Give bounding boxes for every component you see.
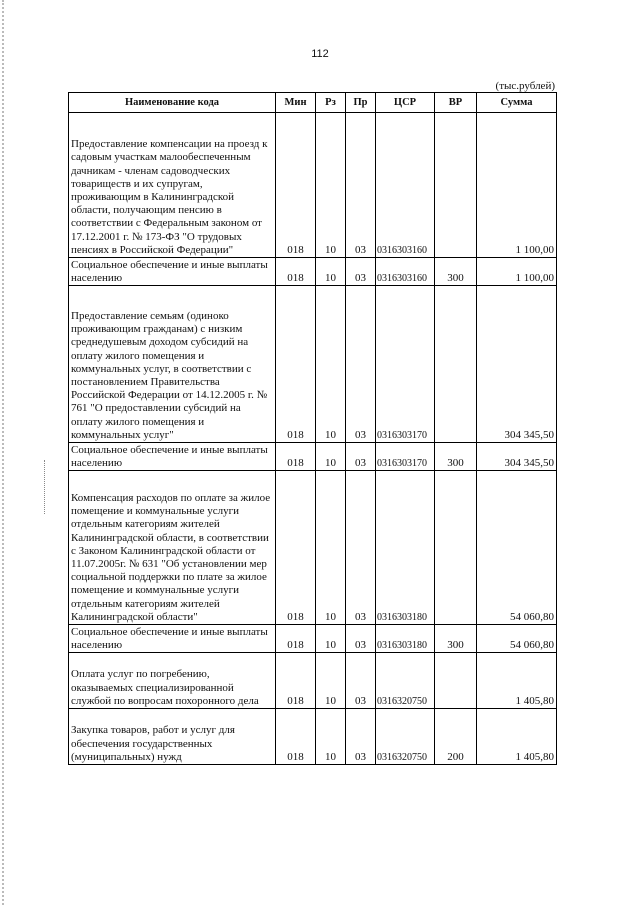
- row-csr: 0316320750: [376, 653, 435, 709]
- row-rz: 10: [316, 709, 346, 765]
- row-min: 018: [276, 653, 316, 709]
- row-pr: 03: [346, 625, 376, 653]
- scan-edge-dots: [2, 0, 10, 905]
- row-pr: 03: [346, 258, 376, 286]
- row-sum: 1 405,80: [477, 709, 557, 765]
- scan-margin-mark: [44, 460, 47, 514]
- row-min: 018: [276, 709, 316, 765]
- row-min: 018: [276, 258, 316, 286]
- table-row: [69, 709, 557, 765]
- row-pr: 03: [346, 471, 376, 625]
- row-rz: 10: [316, 258, 346, 286]
- row-min: 018: [276, 113, 316, 258]
- row-name: Предоставление компенсации на проезд к садовым участкам малообеспеченным дачникам - членам садоводческих товариществ и их супругам, проживающим в Калининградской области, получающим пенсию в соответствии с Федеральным законом от 17.12.2001 г. № 173-ФЗ "О трудовых пенсиях в Российской Федерации": [69, 113, 276, 258]
- table-row: [69, 258, 557, 286]
- header-pr: Пр: [346, 93, 376, 113]
- row-sum: 54 060,80: [477, 471, 557, 625]
- row-sum: 1 100,00: [477, 258, 557, 286]
- header-csr: ЦСР: [376, 93, 435, 113]
- row-csr: 0316303160: [376, 113, 435, 258]
- row-csr: 0316303160: [376, 258, 435, 286]
- row-csr: 0316320750: [376, 709, 435, 765]
- row-name: Социальное обеспечение и иные выплаты населению: [69, 443, 276, 471]
- header-sum: Сумма: [477, 93, 557, 113]
- header-min: Мин: [276, 93, 316, 113]
- table-row: [69, 113, 557, 258]
- row-csr: 0316303170: [376, 443, 435, 471]
- row-name: Социальное обеспечение и иные выплаты населению: [69, 625, 276, 653]
- budget-table: [68, 92, 557, 765]
- row-pr: 03: [346, 113, 376, 258]
- row-name: Компенсация расходов по оплате за жилое помещение и коммунальные услуги отдельным категориям жителей Калининградской области, в соответствии с Законом Калининградской области от 11.07.2005г. № 631 "Об установлении мер социальной поддержки по плате за жилое помещение и коммунальные услуги отдельным категориям жителей Калининградской области": [69, 471, 276, 625]
- header-vr: ВР: [435, 93, 477, 113]
- row-csr: 0316303170: [376, 286, 435, 443]
- table-row: [69, 653, 557, 709]
- row-rz: 10: [316, 286, 346, 443]
- row-vr: 300: [435, 625, 477, 653]
- row-rz: 10: [316, 625, 346, 653]
- row-sum: 1 100,00: [477, 113, 557, 258]
- page-number: 112: [311, 48, 329, 60]
- row-sum: 54 060,80: [477, 625, 557, 653]
- row-name: Предоставление семьям (одиноко проживающим гражданам) с низким среднедушевым доходом субсидий на оплату жилого помещения и коммунальных услуг, в соответствии с постановлением Правительства Российской Федерации от 14.12.2005 г. № 761 "О предоставлении субсидий на оплату жилого помещения и коммунальных услуг": [69, 286, 276, 443]
- row-min: 018: [276, 471, 316, 625]
- row-csr: 0316303180: [376, 625, 435, 653]
- table-row: [69, 625, 557, 653]
- row-min: 018: [276, 625, 316, 653]
- row-name: Закупка товаров, работ и услуг для обеспечения государственных (муниципальных) нужд: [69, 709, 276, 765]
- row-vr: 300: [435, 443, 477, 471]
- row-vr: 200: [435, 709, 477, 765]
- units-label: (тыс.рублей): [495, 80, 555, 92]
- row-rz: 10: [316, 443, 346, 471]
- row-min: 018: [276, 443, 316, 471]
- row-rz: 10: [316, 113, 346, 258]
- row-rz: 10: [316, 471, 346, 625]
- row-vr: [435, 471, 477, 625]
- row-rz: 10: [316, 653, 346, 709]
- table-header-row: [69, 93, 557, 113]
- header-name: Наименование кода: [69, 93, 276, 113]
- row-name: Оплата услуг по погребению, оказываемых специализированной службой по вопросам похоронного дела: [69, 653, 276, 709]
- row-sum: 304 345,50: [477, 443, 557, 471]
- row-sum: 1 405,80: [477, 653, 557, 709]
- row-pr: 03: [346, 709, 376, 765]
- header-rz: Рз: [316, 93, 346, 113]
- row-vr: [435, 113, 477, 258]
- row-pr: 03: [346, 443, 376, 471]
- row-vr: 300: [435, 258, 477, 286]
- table-row: [69, 471, 557, 625]
- row-vr: [435, 286, 477, 443]
- table-row: [69, 286, 557, 443]
- row-name: Социальное обеспечение и иные выплаты населению: [69, 258, 276, 286]
- table-row: [69, 443, 557, 471]
- row-min: 018: [276, 286, 316, 443]
- row-csr: 0316303180: [376, 471, 435, 625]
- row-vr: [435, 653, 477, 709]
- row-sum: 304 345,50: [477, 286, 557, 443]
- row-pr: 03: [346, 653, 376, 709]
- row-pr: 03: [346, 286, 376, 443]
